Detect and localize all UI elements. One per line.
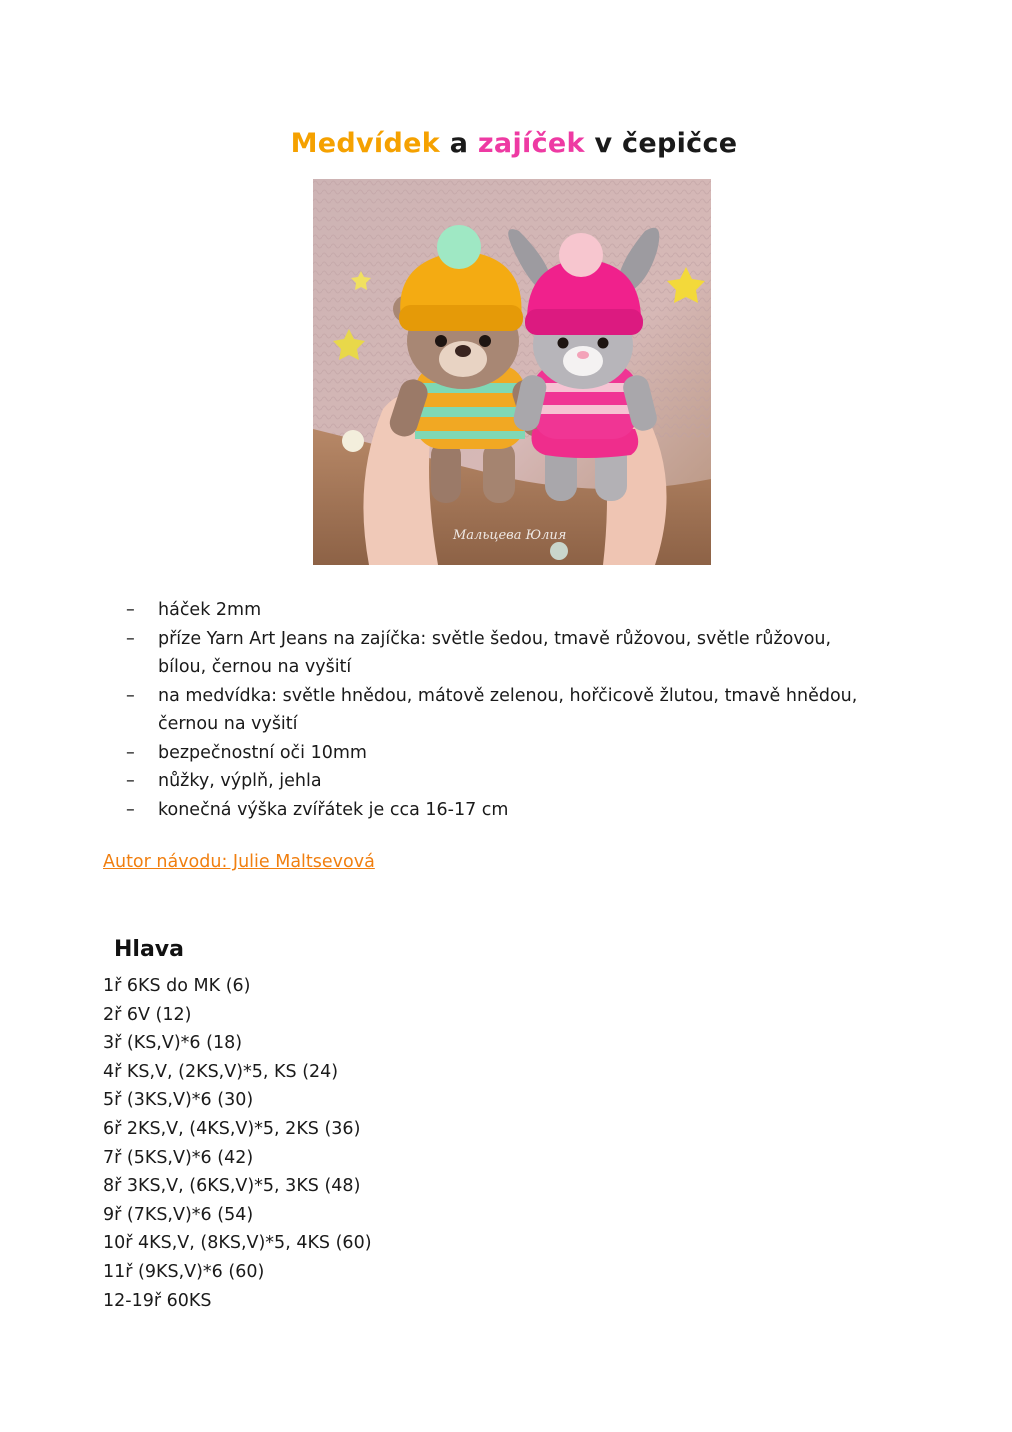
list-dash: – — [126, 600, 135, 620]
pattern-rows — [103, 972, 372, 1315]
section-title: Hlava — [114, 937, 184, 962]
list-item — [126, 796, 926, 825]
pattern-row: 2ř 6V (12) — [103, 1004, 192, 1025]
list-item — [126, 682, 926, 739]
list-item-text: nůžky, výplň, jehla — [158, 771, 322, 791]
pattern-row: 1ř 6KS do MK (6) — [103, 976, 251, 996]
list-dash: – — [126, 628, 135, 649]
pattern-row: 7ř (5KS,V)*6 (42) — [103, 1147, 254, 1168]
title-word-medvidek: Medvídek — [290, 128, 440, 159]
list-item — [126, 767, 926, 796]
pattern-row: 4ř KS,V, (2KS,V)*5, KS (24) — [103, 1061, 339, 1082]
pattern-row: 8ř 3KS,V, (6KS,V)*5, 3KS (48) — [103, 1176, 361, 1197]
title-word-a: a — [449, 128, 469, 159]
list-item — [126, 596, 926, 625]
amigurumi-photo — [313, 179, 711, 565]
list-dash: – — [126, 771, 135, 791]
list-item-text-continued: černou na vyšití — [158, 714, 298, 734]
materials-list — [126, 596, 926, 824]
pattern-row: 3ř (KS,V)*6 (18) — [103, 1033, 243, 1054]
list-item — [126, 739, 926, 768]
author-link[interactable]: Autor návodu: Julie Maltsevová — [103, 852, 375, 872]
pattern-row: 12-19ř 60KS — [103, 1290, 212, 1311]
photo-watermark: Мальцева Юлия — [453, 528, 567, 543]
list-item — [126, 625, 926, 682]
pattern-row: 6ř 2KS,V, (4KS,V)*5, 2KS (36) — [103, 1118, 361, 1139]
list-dash: – — [126, 685, 135, 706]
pattern-row: 5ř (3KS,V)*6 (30) — [103, 1090, 254, 1111]
list-dash: – — [126, 799, 135, 820]
list-dash: – — [126, 742, 135, 763]
title-word-zajicek: zajíček — [477, 128, 585, 159]
list-item-text: konečná výška zvířátek je cca 16-17 cm — [158, 799, 509, 820]
list-item-text: háček 2mm — [158, 600, 262, 620]
list-item-text: na medvídka: světle hnědou, mátově zelenou, hořčicově žlutou, tmavě hnědou, — [158, 685, 858, 706]
page-title — [0, 128, 1012, 159]
list-item-text-continued: bílou, černou na vyšití — [158, 657, 352, 677]
pattern-row: 9ř (7KS,V)*6 (54) — [103, 1204, 254, 1225]
pattern-row: 10ř 4KS,V, (8KS,V)*5, 4KS (60) — [103, 1233, 372, 1254]
pattern-row: 11ř (9KS,V)*6 (60) — [103, 1261, 265, 1282]
list-item-text: příze Yarn Art Jeans na zajíčka: světle šedou, tmavě růžovou, světle růžovou, — [158, 628, 832, 649]
title-word-v-cepicce: v čepičce — [594, 128, 738, 159]
list-item-text: bezpečnostní oči 10mm — [158, 742, 367, 763]
